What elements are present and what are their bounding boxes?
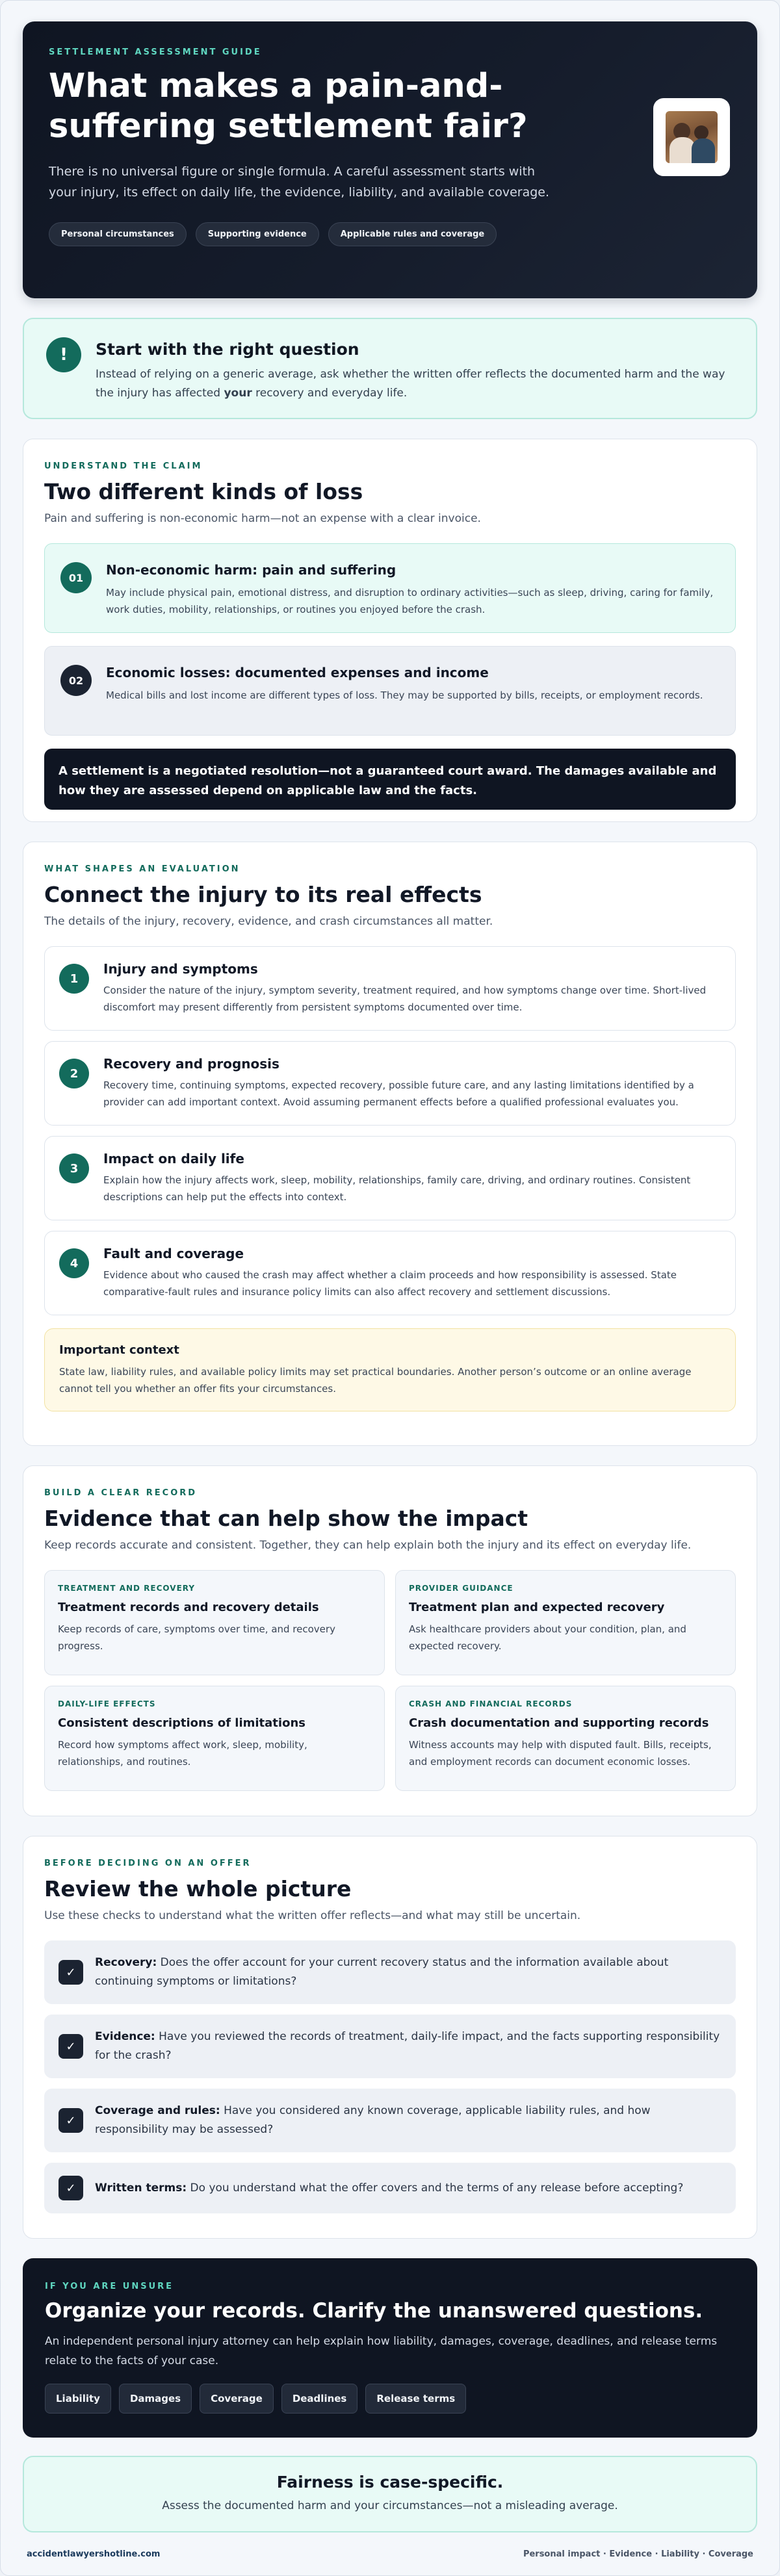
check-text: Written terms: Do you understand what the offer covers and the terms of any release before accepting? — [95, 2181, 684, 2195]
check-text: Evidence: Have you reviewed the records of treatment, daily-life impact, and the facts supporting responsibility for the crash? — [95, 2030, 720, 2062]
evidence-title: Evidence that can help show the impact — [44, 1506, 528, 1531]
important-text: State law, liability rules, and available policy limits may set practical boundaries. Another person’s outcome or an online average cannot tell you whether an offer fits your circumstances. — [59, 1366, 692, 1395]
topic-liability-button[interactable]: Liability — [45, 2384, 111, 2414]
factor-injury-symptoms — [44, 946, 736, 1031]
loss-text: May include physical pain, emotional distress, and disruption to ordinary activities—such as sleep, driving, caring for family, work duties, mobility, relationships, or routines you enjoyed before the crash. — [106, 587, 714, 615]
checkmark-icon: ✓ — [58, 2108, 83, 2133]
loss-number: 01 — [60, 562, 92, 593]
factors-subtitle: The details of the injury, recovery, evidence, and crash circumstances all matter. — [44, 915, 493, 928]
checkmark-icon: ✓ — [58, 2176, 83, 2200]
evidence-text: Record how symptoms affect work, sleep, mobility, relationships, and routines. — [58, 1739, 307, 1768]
evidence-eyebrow: BUILD A CLEAR RECORD — [44, 1488, 198, 1498]
evidence-card-provider — [395, 1570, 736, 1675]
cta-eyebrow: IF YOU ARE UNSURE — [45, 2282, 174, 2291]
losses-subtitle: Pain and suffering is non-economic harm—not an expense with a clear invoice. — [44, 512, 481, 525]
factor-text: Explain how the injury affects work, sleep, mobility, relationships, family care, driving, and ordinary routines. Consistent descriptions can help put the effects into context. — [103, 1174, 691, 1203]
factor-title: Injury and symptoms — [103, 961, 258, 977]
footer-site-link[interactable]: accidentlawyershotline.com — [27, 2549, 161, 2559]
losses-section — [23, 439, 757, 822]
hero-intro: There is no universal figure or single formula. A careful assessment starts with your injury, its effect on daily life, the evidence, liability, and available coverage. — [49, 164, 550, 200]
closing-title: Fairness is case-specific. — [276, 2473, 504, 2492]
check-evidence — [44, 2015, 736, 2078]
cta-title: Organize your records. Clarify the unanswered questions. — [45, 2299, 703, 2323]
topic-damages-button[interactable]: Damages — [119, 2384, 192, 2414]
factor-title: Recovery and prognosis — [103, 1056, 280, 1072]
factor-number: 2 — [59, 1059, 89, 1088]
important-context-box — [44, 1328, 736, 1411]
losses-title: Two different kinds of loss — [44, 479, 363, 504]
hero-banner — [23, 21, 757, 298]
factor-number: 4 — [59, 1248, 89, 1278]
factor-text: Evidence about who caused the crash may affect whether a claim proceeds and how responsibility is assessed. State comparative-fault rules and insurance policy limits can also affect recovery and settlement discussions. — [103, 1269, 677, 1298]
alert-icon: ! — [46, 337, 81, 372]
review-checklist — [44, 1940, 736, 2213]
evidence-text: Ask healthcare providers about your condition, plan, and expected recovery. — [409, 1623, 686, 1652]
check-recovery — [44, 1940, 736, 2004]
people-photo-icon — [666, 111, 718, 163]
factors-eyebrow: WHAT SHAPES AN EVALUATION — [44, 864, 240, 874]
closing-banner — [23, 2456, 757, 2532]
hero-eyebrow: SETTLEMENT ASSESSMENT GUIDE — [49, 47, 262, 57]
factor-recovery-prognosis — [44, 1041, 736, 1126]
evidence-card-crash-financial — [395, 1686, 736, 1791]
cta-text: An independent personal injury attorney can help explain how liability, damages, coverage, deadlines, and release terms relate to the facts of your case. — [45, 2335, 718, 2367]
loss-item-economic — [44, 646, 736, 736]
checkmark-icon: ✓ — [58, 2034, 83, 2059]
losses-eyebrow: UNDERSTAND THE CLAIM — [44, 461, 203, 471]
factor-fault-coverage — [44, 1231, 736, 1315]
cta-section — [23, 2258, 757, 2438]
start-callout — [23, 318, 757, 419]
factor-number: 3 — [59, 1153, 89, 1183]
factor-number: 1 — [59, 964, 89, 994]
evidence-tag: PROVIDER GUIDANCE — [409, 1584, 514, 1593]
hero-chips — [49, 222, 731, 246]
chip-supporting-evidence: Supporting evidence — [196, 222, 319, 246]
chip-applicable-rules: Applicable rules and coverage — [328, 222, 497, 246]
evidence-text: Keep records of care, symptoms over time, and recovery progress. — [58, 1623, 335, 1652]
loss-item-non-economic — [44, 543, 736, 633]
evidence-tag: DAILY-LIFE EFFECTS — [58, 1699, 156, 1708]
page-title: What makes a pain-and-suffering settlement fair? — [49, 67, 528, 146]
footer — [23, 2545, 757, 2563]
evidence-text: Witness accounts may help with disputed fault. Bills, receipts, and employment records can document economic losses. — [409, 1739, 712, 1768]
review-eyebrow: BEFORE DECIDING ON AN OFFER — [44, 1859, 252, 1868]
evidence-subtitle: Keep records accurate and consistent. Together, they can help explain both the injury and its effect on everyday life. — [44, 1539, 692, 1552]
evidence-card-treatment — [44, 1570, 385, 1675]
factor-text: Recovery time, continuing symptoms, expected recovery, possible future care, and any lasting limitations identified by a provider can add important context. Avoid assuming permanent effects before a qualified professional evaluates you. — [103, 1079, 694, 1108]
check-text: Recovery: Does the offer account for your current recovery status and the information available about continuing symptoms or limitations? — [95, 1956, 669, 1988]
check-text: Coverage and rules: Have you considered any known coverage, applicable liability rules, and how responsibility may be assessed? — [95, 2104, 651, 2136]
important-title: Important context — [59, 1343, 179, 1357]
topic-deadlines-button[interactable]: Deadlines — [281, 2384, 358, 2414]
closing-text: Assess the documented harm and your circumstances—not a misleading average. — [162, 2499, 618, 2512]
evidence-grid — [44, 1570, 736, 1791]
check-written-terms — [44, 2163, 736, 2213]
topic-coverage-button[interactable]: Coverage — [200, 2384, 274, 2414]
evidence-section — [23, 1465, 757, 1816]
chip-personal-circumstances: Personal circumstances — [49, 222, 187, 246]
loss-number: 02 — [60, 665, 92, 696]
evidence-title-text: Treatment records and recovery details — [58, 1601, 319, 1614]
loss-title: Non-economic harm: pain and suffering — [106, 562, 396, 578]
evidence-tag: CRASH AND FINANCIAL RECORDS — [409, 1699, 573, 1708]
hero-thumbnail — [653, 98, 730, 176]
check-coverage-rules — [44, 2089, 736, 2152]
review-title: Review the whole picture — [44, 1876, 352, 1901]
topic-release-terms-button[interactable]: Release terms — [365, 2384, 466, 2414]
factors-section — [23, 842, 757, 1446]
factor-daily-life — [44, 1136, 736, 1220]
review-section — [23, 1836, 757, 2239]
evidence-card-daily-life — [44, 1686, 385, 1791]
settlement-note: A settlement is a negotiated resolution—not a guaranteed court award. The damages available and how they are assessed depend on applicable law and the facts. — [44, 749, 736, 810]
footer-topics: Personal impact · Evidence · Liability · Coverage — [523, 2549, 753, 2559]
factor-text: Consider the nature of the injury, symptom severity, treatment required, and how symptoms change over time. Short-lived discomfort may present differently from persistent symptoms documented over time. — [103, 985, 707, 1013]
callout-title: Start with the right question — [96, 340, 359, 359]
evidence-title-text: Consistent descriptions of limitations — [58, 1716, 306, 1730]
cta-topic-buttons — [45, 2384, 735, 2414]
factor-title: Fault and coverage — [103, 1246, 244, 1261]
evidence-tag: TREATMENT AND RECOVERY — [58, 1584, 196, 1593]
checkmark-icon: ✓ — [58, 1960, 83, 1985]
callout-text: Instead of relying on a generic average, ask whether the written offer reflects the documented harm and the way the injury has affected your recovery and everyday life. — [96, 368, 725, 400]
evidence-title-text: Treatment plan and expected recovery — [409, 1601, 665, 1614]
evidence-title-text: Crash documentation and supporting records — [409, 1716, 709, 1730]
review-subtitle: Use these checks to understand what the written offer reflects—and what may still be uncertain. — [44, 1909, 581, 1922]
loss-text: Medical bills and lost income are different types of loss. They may be supported by bills, receipts, or employment records. — [106, 689, 703, 701]
loss-title: Economic losses: documented expenses and income — [106, 665, 489, 680]
factors-title: Connect the injury to its real effects — [44, 882, 482, 907]
factor-title: Impact on daily life — [103, 1151, 244, 1166]
factors-list — [44, 946, 736, 1315]
